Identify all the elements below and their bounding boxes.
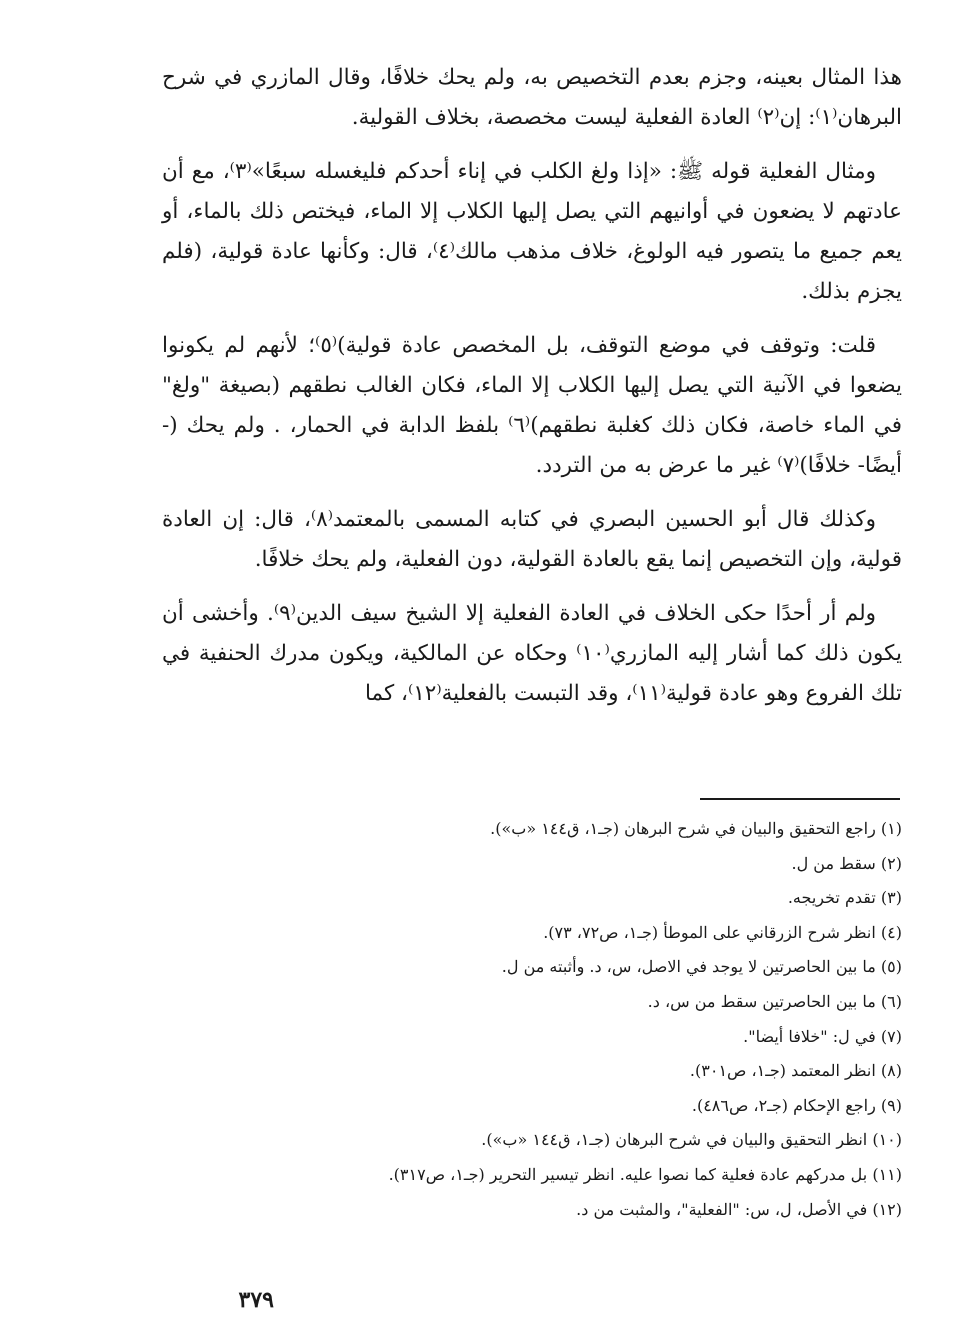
footnote: (١٢) في الأصل، ل، س: "الفعلية"، والمثبت من د. bbox=[576, 1199, 902, 1219]
footnote: (٧) في ل: "خلافا أيضا". bbox=[743, 1026, 902, 1046]
paragraph-1: هذا المثال بعينه، وجزم بعدم التخصيص به، ولم يحك خلافًا، وقال المازري في شرح البرهان⁽١⁾: إن⁽٢⁾ العادة الفعلية ليست مخصصة، بخلاف القولية. bbox=[162, 65, 902, 130]
footnote: (٢) سقط من ل. bbox=[791, 853, 902, 873]
footnote: (٣) تقدم تخريجه. bbox=[787, 888, 902, 908]
footnotes-list bbox=[262, 812, 902, 1227]
page-number: ٣٧٩ bbox=[238, 1287, 274, 1313]
footnote: (٩) راجع الإحكام (جـ٢، ص٤٨٦). bbox=[691, 1095, 902, 1115]
footnote: (١) راجع التحقيق والبيان في شرح البرهان (جـ١، ق١٤٤ «ب»). bbox=[490, 819, 902, 838]
paragraph-2: ومثال الفعلية قوله ﷺ: «إذا ولغ الكلب في إناء أحدكم فليغسله سبعًا»⁽٣⁾، مع أن عادتهم لا يضعون في أوانيهم التي يصل إليها الكلاب إلا الماء، فيختص ذلك بالماء، أو يعم جميع ما يتصور فيه الولوغ، خلاف مذهب مالك⁽٤⁾، قال: وكأنها عادة قولية، (فلم يجزم بذلك. bbox=[162, 159, 903, 304]
footnote: (٦) ما بين الحاصرتين سقط من س، د. bbox=[647, 991, 902, 1011]
paragraph-3: قلت: وتوقف في موضع التوقف، بل المخصص عادة قولية)⁽٥⁾؛ لأنهم لم يكونوا يضعوا في الآنية التي يصل إليها الكلاب إلا الماء، فكان الغالب نطقهم (بصيغة "ولغ" في الماء خاصة، فكان ذلك كغلبة نطقهم)⁽٦⁾ بلفظ الدابة في الحمار، . ولم يحك (-أيضًا- خلافًا)⁽٧⁾ غير ما عرض به من التردد. bbox=[162, 333, 902, 478]
footnote: (١٠) انظر التحقيق والبيان في شرح البرهان (جـ١، ق١٤٤ «ب»). bbox=[481, 1130, 902, 1150]
main-text bbox=[162, 58, 902, 728]
footnote-separator bbox=[700, 798, 900, 800]
footnote: (٤) انظر شرح الزرقاني على الموطأ (جـ١، ص٧٢، ٧٣). bbox=[543, 922, 902, 942]
footnote: (١١) بل مدركهم عادة فعلية كما نصوا عليه. انظر تيسير التحرير (جـ١، ص٣١٧). bbox=[388, 1164, 902, 1184]
paragraph-5: ولم أر أحدًا حكى الخلاف في العادة الفعلية إلا الشيخ سيف الدين⁽٩⁾. وأخشى أن يكون ذلك كما أشار إليه المازري⁽١٠⁾ وحكاه عن المالكية، ويكون مدرك الحنفية في تلك الفروع وهو عادة قولية⁽١١⁾، وقد التبست بالفعلية⁽١٢⁾، كما bbox=[162, 601, 902, 706]
footnote: (٨) انظر المعتمد (جـ١، ص٣٠١). bbox=[689, 1061, 902, 1081]
paragraph-4: وكذلك قال أبو الحسين البصري في كتابه المسمى بالمعتمد⁽٨⁾، قال: إن العادة قولية، وإن التخصيص إنما يقع بالعادة القولية، دون الفعلية، ولم يحك خلافًا. bbox=[162, 507, 902, 572]
footnote: (٥) ما بين الحاصرتين لا يوجد في الاصل، س، د. وأثبته من ل. bbox=[501, 957, 902, 977]
